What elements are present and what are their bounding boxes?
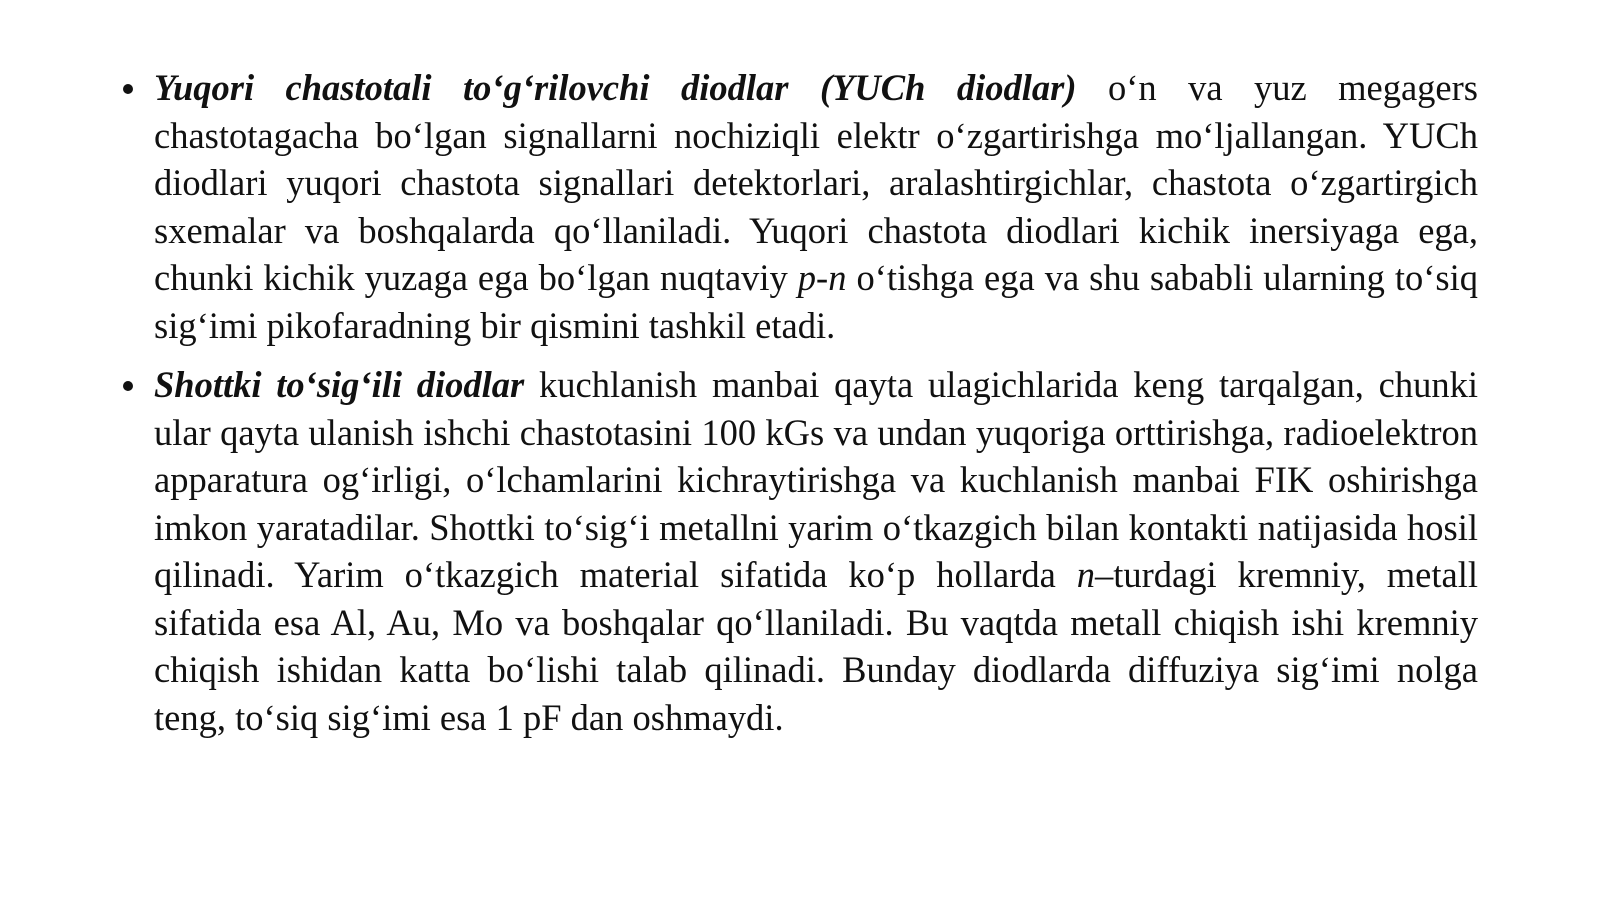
bullet-text-continued: o‘tishga ega va shu sababli ularning to‘siq sig‘imi pikofaradning bir qismini tashkil etadi. [154,257,1478,346]
bullet-italic-term: p-n [797,257,847,298]
bullet-icon [123,84,133,94]
slide-content [118,64,1478,753]
bullet-text: kuchlanish manbai qayta ulagichlarida keng tarqalgan, chunki ular qayta ulanish ishchi chastotasini 100 kGs va undan yuqoriga orttirishga, radioelektron apparatura og‘irligi, o‘lchamlarini kichraytirishga va kuchlanish manbai FIK oshirishga imkon yaratadilar. Shottki to‘sig‘i metallni yarim o‘tkazgich bilan kontakti natijasida hosil qilinadi. Yarim o‘tkazgich material sifatida ko‘p hollarda [154,364,1478,595]
bullet-item-hf-diodes [118,64,1478,349]
bullet-item-schottky-diodes [118,361,1478,741]
bullet-text-continued: –turdagi kremniy, metall sifatida esa Al, Au, Mo va boshqalar qo‘llaniladi. Bu vaqtda metall chiqish ishi kremniy chiqish ishidan katta bo‘lishi talab qilinadi. Bunday diodlarda diffuziya sig‘imi nolga teng, to‘siq sig‘imi esa 1 pF dan oshmaydi. [154,554,1478,738]
bullet-italic-term: n [1076,554,1095,595]
bullet-list [118,64,1478,741]
bullet-icon [123,381,133,391]
bullet-term: Shottki to‘sig‘ili diodlar [154,364,525,405]
bullet-term: Yuqori chastotali to‘g‘rilovchi diodlar (YUCh diodlar) [154,67,1077,108]
bullet-text: o‘n va yuz megagers chastotagacha bo‘lgan signallarni nochiziqli elektr o‘zgartirishga mo‘ljallangan. YUCh diodlari yuqori chastota signallari detektorlari, aralashtirgichlar, chastota o‘zgartirgich sxemalar va boshqalarda qo‘llaniladi. Yuqori chastota diodlari kichik inersiyaga ega, chunki kichik yuzaga ega bo‘lgan nuqtaviy [154,67,1478,298]
